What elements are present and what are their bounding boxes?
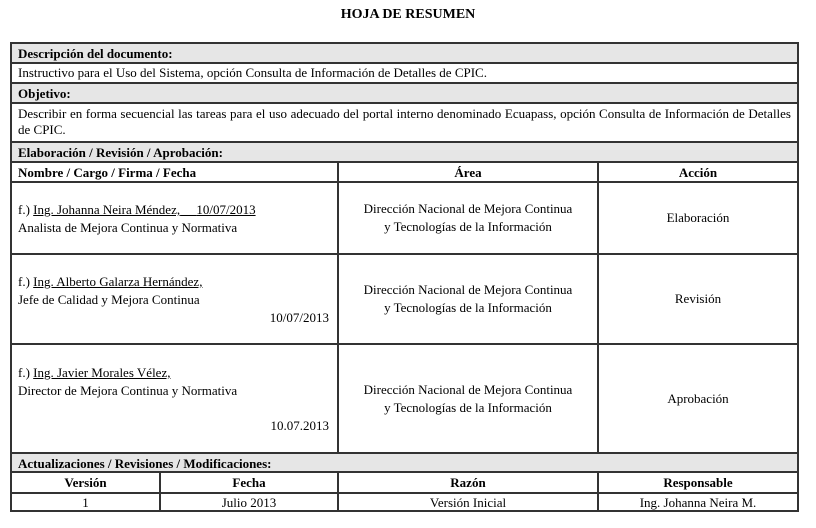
table-row-razon: Versión Inicial: [429, 495, 507, 510]
table-row-aprobacion-area: [339, 345, 597, 452]
signer-name: Ing. Javier Morales Vélez,: [33, 365, 171, 380]
page-title: HOJA DE RESUMEN: [340, 7, 476, 22]
objetivo-heading: [12, 82, 797, 104]
signature-prefix: f.): [18, 365, 30, 380]
area-line: Dirección Nacional de Mejora Continua: [363, 282, 573, 297]
col-header-fecha: Fecha: [232, 475, 266, 490]
objetivo-heading-text: Objetivo:: [18, 86, 71, 101]
objetivo-text: Describir en forma secuencial las tareas para el uso adecuado del portal interno denominado Ecuapass, opción Consulta de Información de Detalles de CPIC.: [18, 106, 791, 137]
area-line: y Tecnologías de la Información: [384, 399, 552, 415]
table-row-revision-accion: Revisión: [674, 291, 722, 306]
table-row-aprobacion-accion: Aprobación: [667, 390, 729, 406]
table-row-aprobacion-nombre: [12, 345, 337, 452]
col-header-area: Área: [454, 165, 482, 180]
area-line: y Tecnologías de la Información: [384, 300, 552, 315]
sign-date: 10/07/2013: [269, 310, 329, 325]
actualizaciones-heading-text: Actualizaciones / Revisiones / Modificaciones:: [18, 456, 272, 471]
area-line: y Tecnologías de la Información: [384, 219, 552, 234]
area-line: Dirección Nacional de Mejora Continua: [363, 381, 573, 397]
signer-role: Jefe de Calidad y Mejora Continua: [18, 292, 200, 307]
col-header-version: Versión: [64, 475, 107, 490]
descripcion-heading-text: Descripción del documento:: [18, 46, 173, 61]
table-row-elaboracion-area: [339, 183, 597, 253]
col-header-nombre: Nombre / Cargo / Firma / Fecha: [18, 165, 197, 180]
elaboracion-heading-text: Elaboración / Revisión / Aprobación:: [18, 145, 223, 160]
descripcion-text: Instructivo para el Uso del Sistema, opción Consulta de Información de Detalles de CPIC.: [18, 65, 487, 80]
signer-role: Analista de Mejora Continua y Normativa: [18, 220, 238, 235]
actualizaciones-heading: [12, 452, 797, 473]
col-header-accion: Acción: [678, 165, 718, 180]
table-row-revision-area: [339, 255, 597, 343]
col-header-razon: Razón: [450, 475, 486, 490]
signer-name: Ing. Alberto Galarza Hernández,: [33, 274, 203, 289]
table-row-responsable: Ing. Johanna Neira M.: [639, 495, 757, 510]
descripcion-heading: [12, 44, 797, 64]
elaboracion-heading: [12, 141, 797, 163]
signer-role: Director de Mejora Continua y Normativa: [18, 383, 238, 398]
table-row-elaboracion-nombre: [12, 183, 337, 253]
signature-prefix: f.): [18, 274, 30, 289]
sign-date: 10/07/2013: [196, 202, 256, 217]
signer-name: Ing. Johanna Neira Méndez, 10/07/2013: [33, 202, 256, 217]
signature-prefix: f.): [18, 202, 30, 217]
table-row-revision-nombre: [12, 255, 337, 343]
sign-date: 10.07.2013: [270, 418, 329, 433]
table-row-fecha: Julio 2013: [221, 495, 277, 510]
area-line: Dirección Nacional de Mejora Continua: [363, 201, 573, 216]
col-header-responsable: Responsable: [663, 475, 733, 490]
table-row-elaboracion-accion: Elaboración: [666, 210, 730, 225]
table-row-version: 1: [82, 495, 89, 510]
